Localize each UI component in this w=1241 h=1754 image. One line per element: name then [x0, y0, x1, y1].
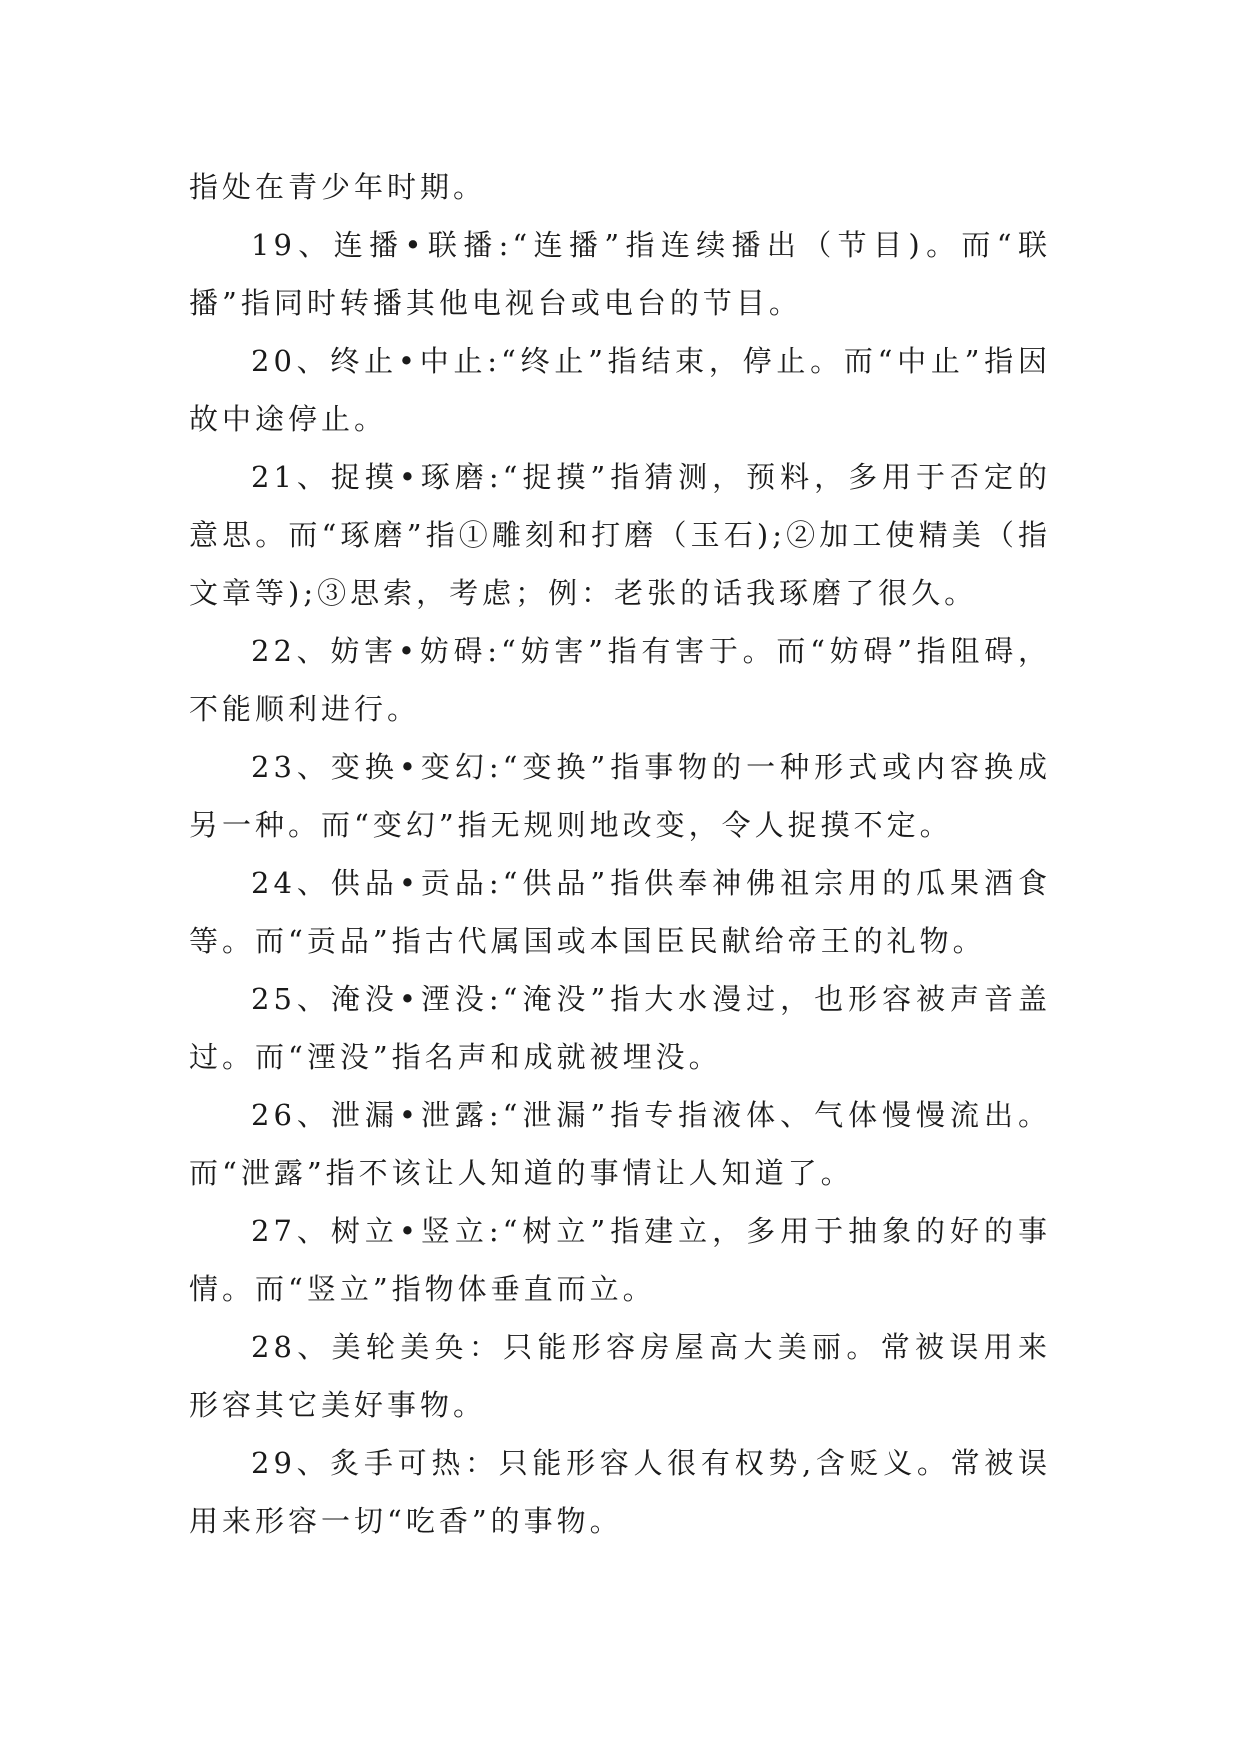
paragraph: 26、泄漏•泄露:“泄漏”指专指液体、气体慢慢流出。而“泄露”指不该让人知道的事情让人知道了。: [189, 1098, 1051, 1190]
paragraph: 29、炙手可热：只能形容人很有权势,含贬义。常被误用来形容一切“吃香”的事物。: [189, 1446, 1051, 1538]
paragraph: 24、供品•贡品:“供品”指供奉神佛祖宗用的瓜果酒食等。而“贡品”指古代属国或本国臣民献给帝王的礼物。: [189, 866, 1051, 958]
paragraph: 28、美轮美奂：只能形容房屋高大美丽。常被误用来形容其它美好事物。: [189, 1330, 1051, 1422]
paragraph: 19、连播•联播:“连播”指连续播出（节目)。而“联播”指同时转播其他电视台或电台的节目。: [189, 228, 1051, 320]
paragraph: 27、树立•竖立:“树立”指建立，多用于抽象的好的事情。而“竖立”指物体垂直而立。: [189, 1214, 1051, 1306]
paragraph: 指处在青少年时期。: [189, 170, 487, 204]
document-body: [189, 158, 1051, 1550]
paragraph: 20、终止•中止:“终止”指结束，停止。而“中止”指因故中途停止。: [189, 344, 1051, 436]
paragraph: 22、妨害•妨碍:“妨害”指有害于。而“妨碍”指阻碍，不能顺利进行。: [189, 634, 1051, 726]
paragraph: 23、变换•变幻:“变换”指事物的一种形式或内容换成另一种。而“变幻”指无规则地改变，令人捉摸不定。: [189, 750, 1051, 842]
paragraph: 25、淹没•湮没:“淹没”指大水漫过，也形容被声音盖过。而“湮没”指名声和成就被埋没。: [189, 982, 1051, 1074]
paragraph: 21、捉摸•琢磨:“捉摸”指猜测，预料，多用于否定的意思。而“琢磨”指①雕刻和打磨（玉石);②加工使精美（指文章等);③思索，考虑；例：老张的话我琢磨了很久。: [189, 460, 1051, 610]
